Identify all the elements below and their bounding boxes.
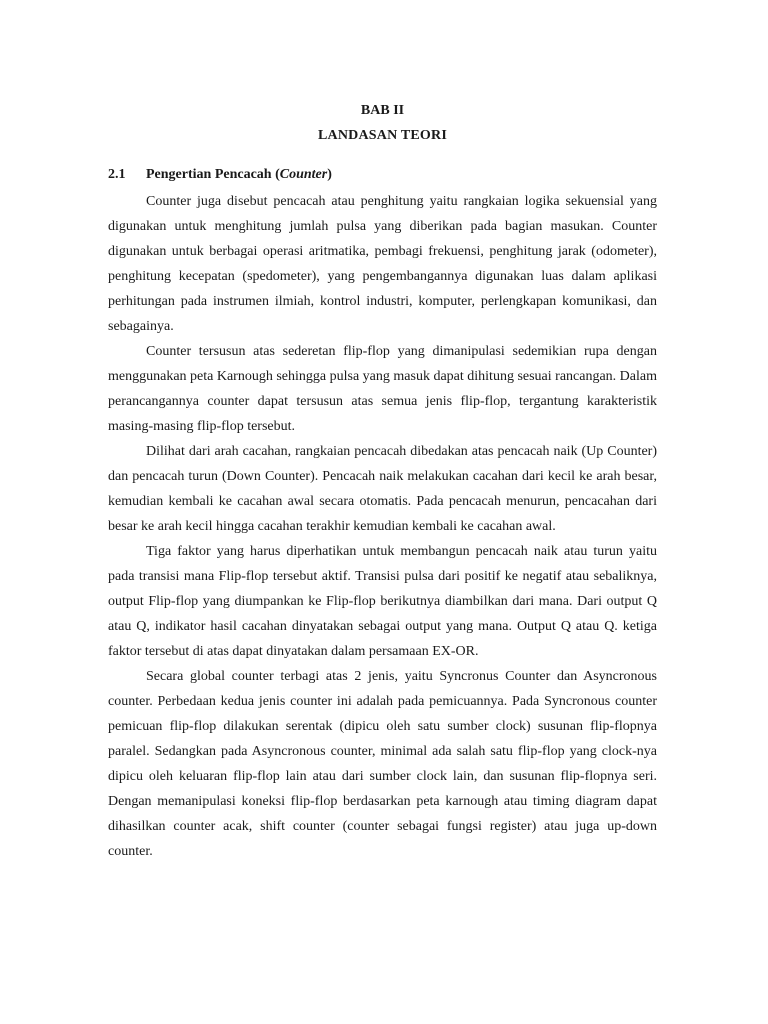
section-heading (108, 167, 657, 183)
paragraph-5: Secara global counter terbagi atas 2 jenis, yaitu Syncronus Counter dan Asyncronous counter. Perbedaan kedua jenis counter ini adalah pada pemicuannya. Pada Syncronous counter pemicuan flip-flop dilakukan serentak (dipicu oleh satu sumber clock) susunan flip-flopnya paralel. Sedangkan pada Asyncronous counter, minimal ada salah satu flip-flop yang clock-nya dipicu oleh keluaran flip-flop lain atau dari sumber clock lain, dan susunan flip-flopnya seri. Dengan memanipulasi koneksi flip-flop berdasarkan peta karnough atau timing diagram dapat dihasilkan counter acak, shift counter (counter sebagai fungsi register) atau juga up-down counter. (108, 669, 657, 859)
paragraph-4: Tiga faktor yang harus diperhatikan untuk membangun pencacah naik atau turun yaitu pada transisi mana Flip-flop tersebut aktif. Transisi pulsa dari positif ke negatif atau sebaliknya, output Flip-flop yang diumpankan ke Flip-flop berikutnya diambilkan dari mana. Dari output Q atau Q, indikator hasil cacahan dinyatakan sebagai output yang mana. Output Q atau Q. ketiga faktor tersebut di atas dapat dinyatakan dalam persamaan EX-OR. (108, 544, 657, 659)
paragraph-2: Counter tersusun atas sederetan flip-flop yang dimanipulasi sedemikian rupa dengan menggunakan peta Karnough sehingga pulsa yang masuk dapat dihitung sesuai rancangan. Dalam perancangannya counter dapat tersusun atas semua jenis flip-flop, tergantung karakteristik masing-masing flip-flop tersebut. (108, 344, 657, 434)
chapter-number: BAB II (360, 103, 405, 118)
section-title-prefix: Pengertian Pencacah ( (146, 167, 280, 182)
chapter-title: LANDASAN TEORI (318, 128, 447, 143)
section-title-italic: Counter (279, 167, 328, 182)
paragraph-3: Dilihat dari arah cacahan, rangkaian pencacah dibedakan atas pencacah naik (Up Counter) dan pencacah turun (Down Counter). Pencacah naik melakukan cacahan dari kecil ke arah besar, kemudian kembali ke cacahan awal secara otomatis. Pada pencacah menurun, pencacahan dari besar ke arah kecil hingga cacahan terakhir kemudian kembali ke cacahan awal. (108, 444, 657, 534)
section-title-suffix: ) (327, 167, 332, 182)
section-body (108, 189, 657, 864)
paragraph-1: Counter juga disebut pencacah atau penghitung yaitu rangkaian logika sekuensial yang digunakan untuk menghitung jumlah pulsa yang diberikan pada bagian masukan. Counter digunakan untuk berbagai operasi aritmatika, pembagi frekuensi, penghitung jarak (odometer), penghitung kecepatan (spedometer), yang pengembangannya digunakan luas dalam aplikasi perhitungan pada instrumen ilmiah, kontrol industri, komputer, perlengkapan komunikasi, dan sebagainya. (108, 194, 657, 334)
section-number: 2.1 (108, 167, 126, 182)
